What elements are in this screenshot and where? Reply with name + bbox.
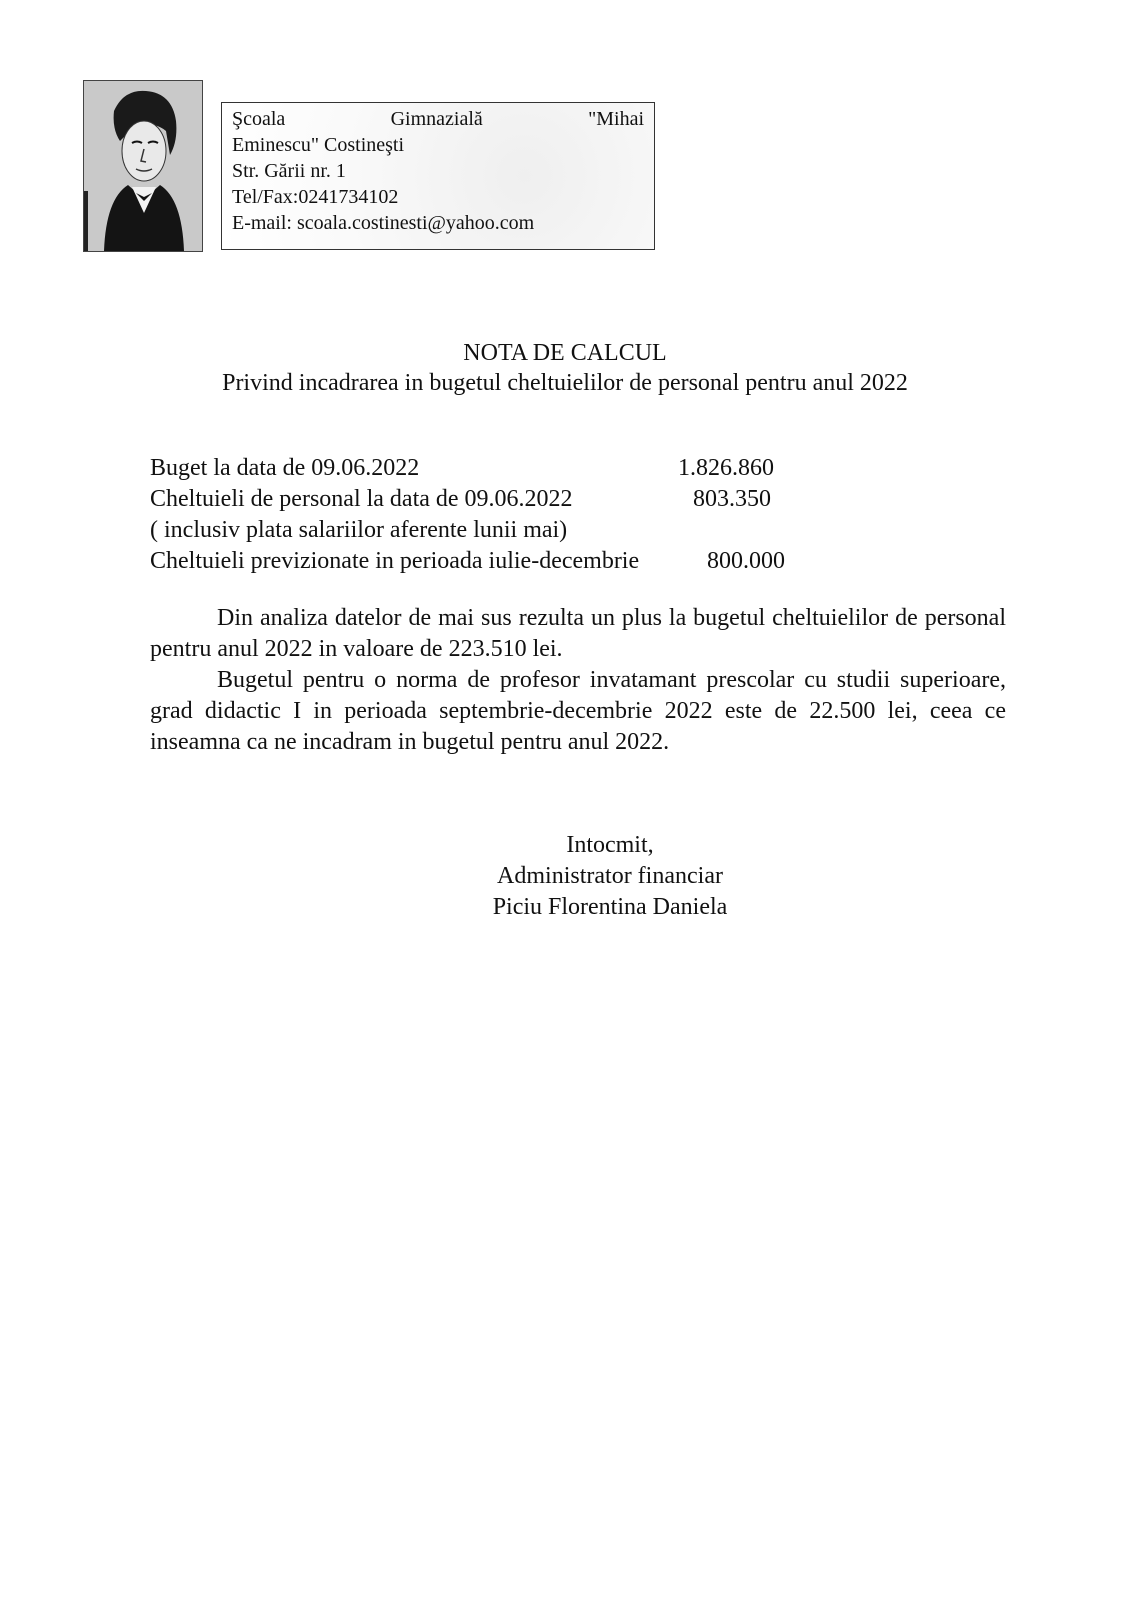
school-header	[221, 102, 655, 250]
document-subtitle: Privind incadrarea in bugetul cheltuielilor de personal pentru anul 2022	[222, 370, 908, 396]
budget-summary	[150, 453, 785, 577]
header-email: E-mail: scoala.costinesti@yahoo.com	[232, 212, 535, 234]
budget-row-label: Cheltuieli previzionate in perioada iulie-decembrie	[150, 548, 640, 574]
budget-row	[150, 515, 639, 546]
header-phone: Tel/Fax:0241734102	[232, 186, 399, 208]
budget-row-value: 800.000	[707, 548, 785, 574]
header-mihai: "Mihai	[588, 108, 644, 130]
budget-row	[150, 453, 774, 484]
budget-row-value: 1.826.860	[678, 455, 774, 481]
budget-row	[150, 484, 771, 515]
school-logo-portrait	[83, 80, 203, 252]
document-title: NOTA DE CALCUL	[463, 340, 667, 366]
budget-row-label: Buget la data de 09.06.2022	[150, 455, 420, 481]
budget-row-label: ( inclusiv plata salariilor aferente lunii mai)	[150, 517, 568, 543]
analysis-paragraph: Din analiza datelor de mai sus rezulta un plus la bugetul cheltuielilor de personal pentru anul 2022 in valoare de 223.510 lei.	[150, 605, 1006, 662]
header-address: Str. Gării nr. 1	[232, 160, 346, 182]
signature-block	[470, 830, 750, 923]
header-school-word: Şcoala	[232, 108, 286, 130]
header-line-1	[232, 106, 644, 132]
budget-row-label: Cheltuieli de personal la data de 09.06.2022	[150, 486, 573, 512]
header-line-2: Eminescu" Costineşti	[232, 134, 405, 156]
budget-row	[150, 546, 785, 577]
signature-role: Administrator financiar	[497, 863, 723, 889]
norm-paragraph: Bugetul pentru o norma de profesor invatamant prescolar cu studii superioare, grad didactic I in perioada septembrie-decembrie 2022 este de 22.500 lei, ceea ce inseamna ca ne incadram in bugetul pentru anul 2022.	[150, 667, 1006, 755]
budget-row-value: 803.350	[693, 486, 771, 512]
signature-name: Piciu Florentina Daniela	[492, 894, 728, 920]
signature-intocmit: Intocmit,	[566, 832, 654, 858]
header-gimnaziala: Gimnazială	[390, 108, 483, 130]
